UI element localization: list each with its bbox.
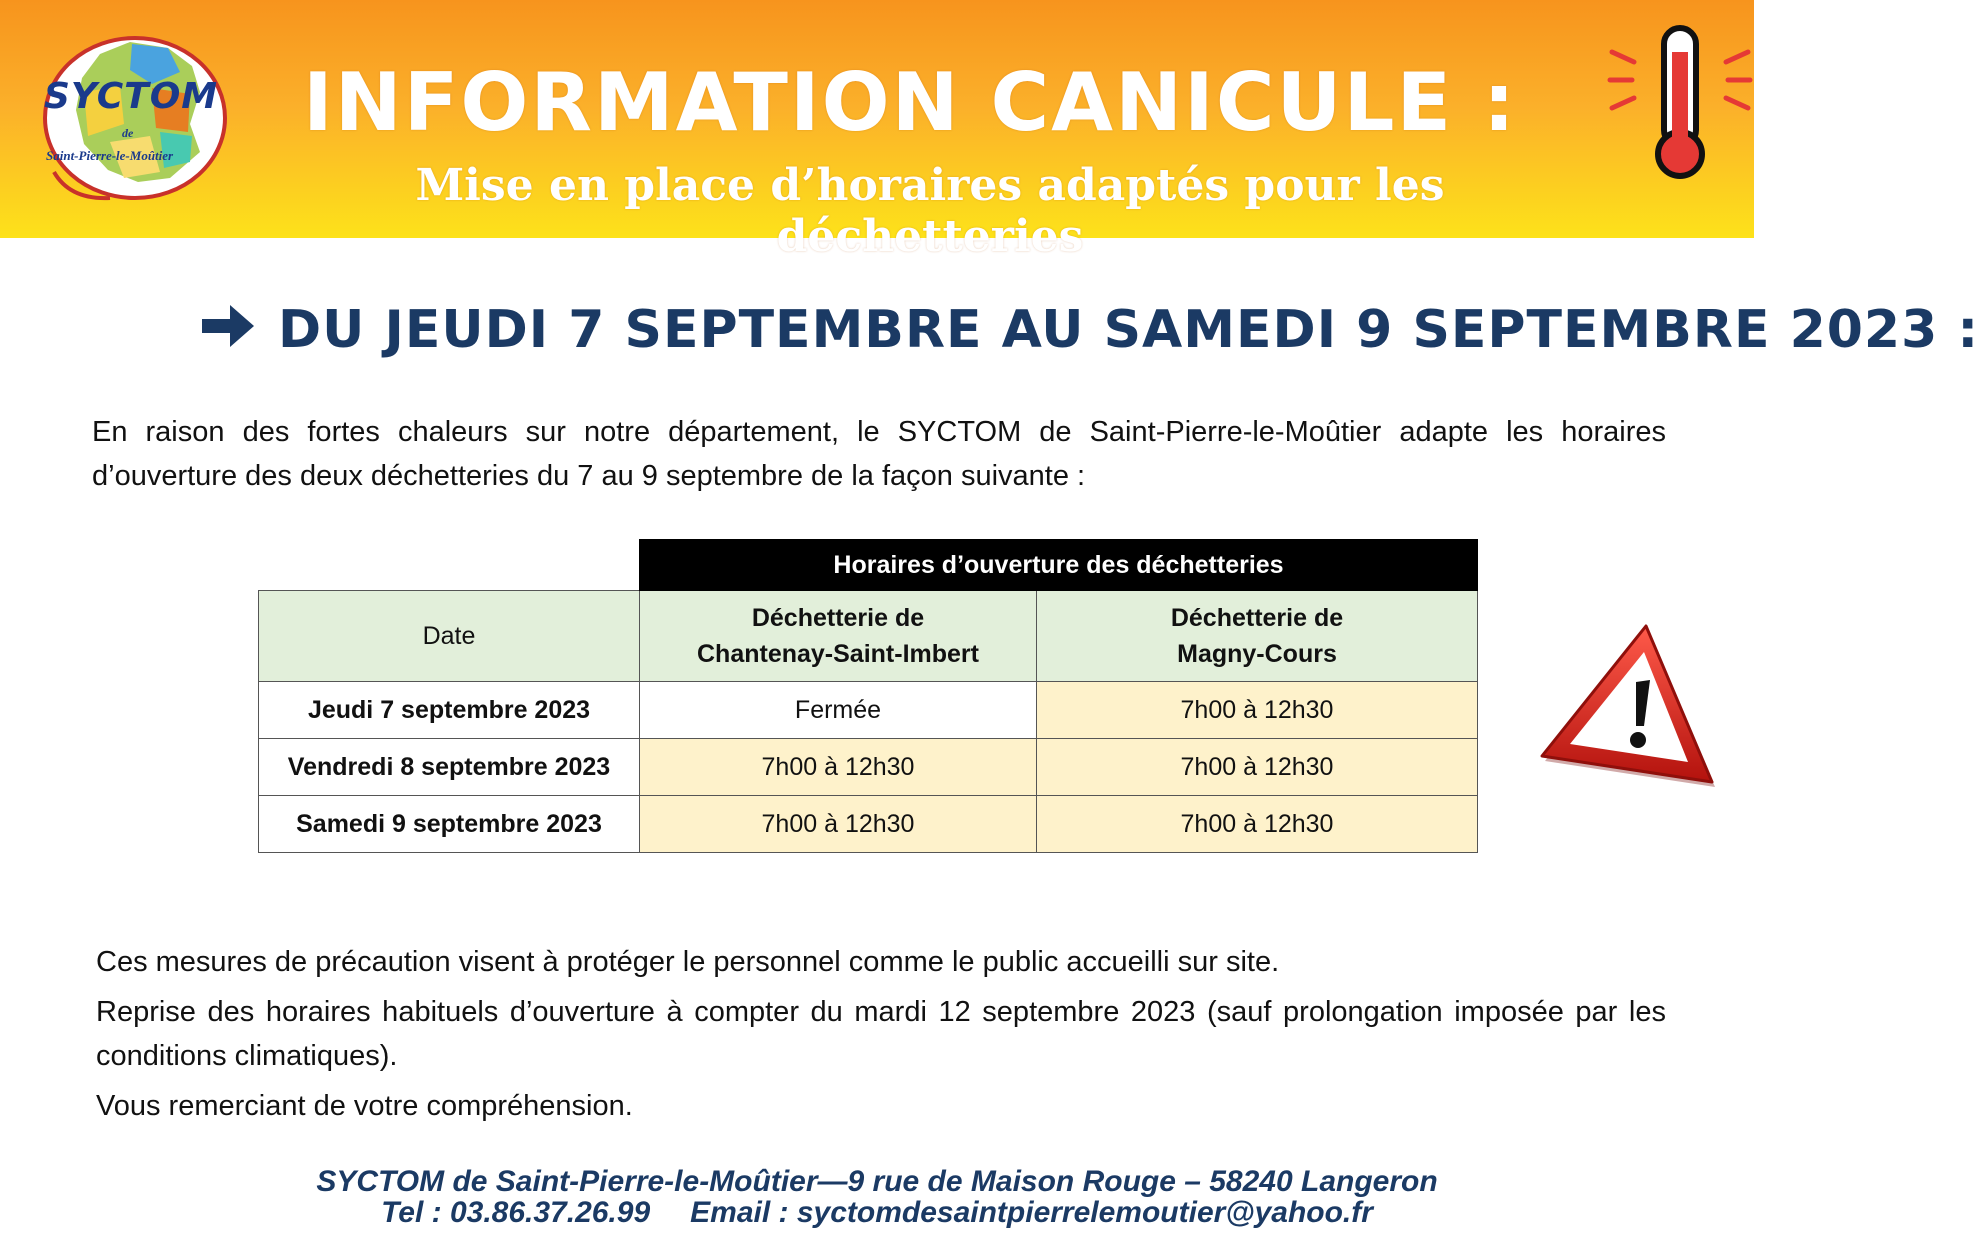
date-column-header: Date [259,591,640,682]
note-resumption: Reprise des horaires habituels d’ouverture à compter du mardi 12 septembre 2023 (sauf prolongation imposée par les conditions climatiques). [96,996,1666,1072]
table-group-row [259,540,1478,591]
row-date: Jeudi 7 septembre 2023 [259,682,640,739]
table-header-row [259,591,1478,682]
opening-hours-table [258,539,1478,853]
footer-contact [0,1166,1754,1228]
logo-place: Saint-Pierre-le-Moûtier [46,148,174,163]
footer-email: Email : syctomdesaintpierrelemoutier@yahoo.fr [690,1196,1373,1229]
site-a-header-line2: Chantenay-Saint-Imbert [697,640,979,668]
arrow-right-icon [200,302,256,348]
logo-de: de [122,126,134,140]
row-site-b-hours: 7h00 à 12h30 [1037,739,1478,796]
syctom-logo [40,32,230,204]
table-row [259,796,1478,853]
table-corner [259,540,640,591]
site-b-header [1037,591,1478,682]
table-group-header: Horaires d’ouverture des déchetteries [640,540,1478,591]
banner-subtitle: Mise en place d’horaires adaptés pour les déchetteries [415,160,1445,262]
row-date: Vendredi 8 septembre 2023 [259,739,640,796]
row-date: Samedi 9 septembre 2023 [259,796,640,853]
date-range-text: DU JEUDI 7 SEPTEMBRE AU SAMEDI 9 SEPTEMBRE 2023 : [278,300,1979,360]
row-site-a-hours: 7h00 à 12h30 [640,739,1037,796]
header-banner [0,0,1754,262]
note-thanks: Vous remerciant de votre compréhension. [96,1090,633,1122]
table-row [259,739,1478,796]
footer-contact-line [0,1197,1754,1228]
row-site-b-hours: 7h00 à 12h30 [1037,682,1478,739]
table-row [259,682,1478,739]
site-a-header [640,591,1037,682]
site-a-header-line1: Déchetterie de [751,604,925,632]
notes-section [96,940,1666,1134]
footer-address: SYCTOM de Saint-Pierre-le-Moûtier—9 rue de Maison Rouge – 58240 Langeron [316,1165,1438,1198]
row-site-a-hours: 7h00 à 12h30 [640,796,1037,853]
logo-name: SYCTOM [44,76,219,117]
site-b-header-line2: Magny-Cours [1177,640,1337,668]
thermometer-icon [1606,22,1754,182]
warning-icon [1536,622,1714,792]
footer-tel: Tel : 03.86.37.26.99 [381,1196,651,1229]
intro-paragraph: En raison des fortes chaleurs sur notre département, le SYCTOM de Saint-Pierre-le-Moûtier adapte les horaires d’ouverture des deux déchetteries du 7 au 9 septembre de la façon suivante : [92,416,1666,492]
date-range-heading [200,300,1979,360]
site-b-header-line1: Déchetterie de [1170,604,1344,632]
row-site-a-hours: Fermée [640,682,1037,739]
row-site-b-hours: 7h00 à 12h30 [1037,796,1478,853]
banner-title: INFORMATION CANICULE : [303,56,1517,149]
note-precaution: Ces mesures de précaution visent à protéger le personnel comme le public accueilli sur site. [96,946,1280,978]
